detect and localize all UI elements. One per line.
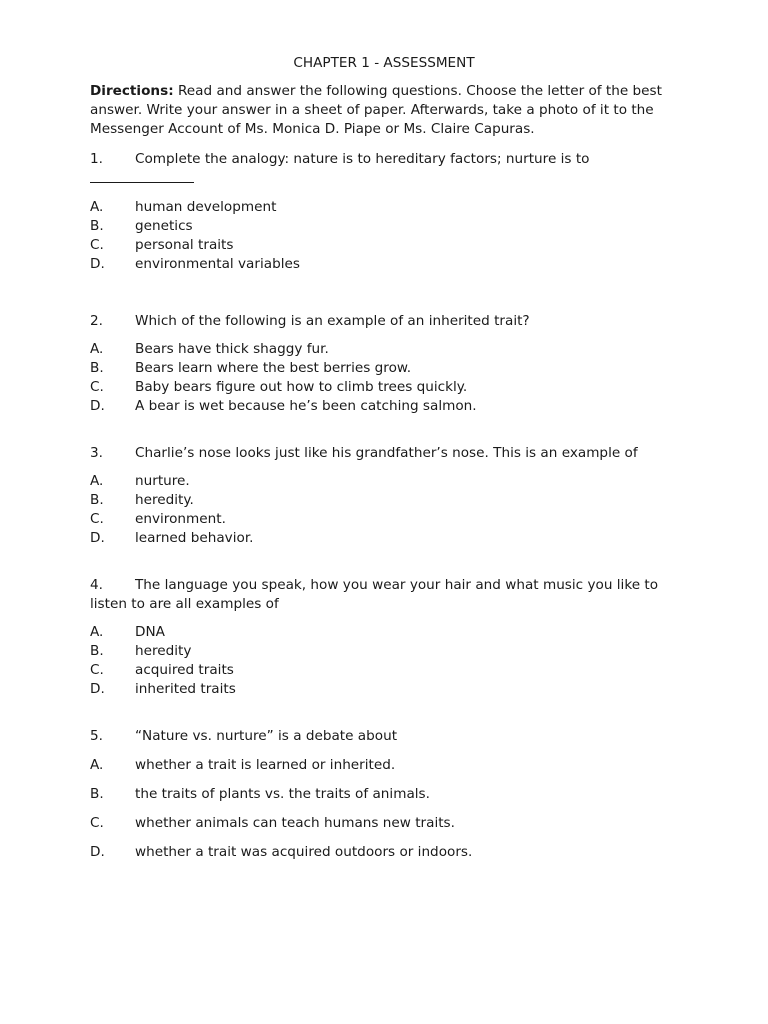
option: D. environmental variables bbox=[90, 256, 300, 272]
question-5 bbox=[90, 727, 690, 746]
question-text: The language you speak, how you wear your hair and what music you like to listen to are all examples of bbox=[90, 577, 659, 612]
option: D. whether a trait was acquired outdoors or indoors. bbox=[90, 844, 473, 860]
answer-blank bbox=[90, 169, 194, 183]
question-number: 1. bbox=[90, 151, 103, 167]
option: B. Bears learn where the best berries grow. bbox=[90, 360, 412, 376]
option: B. heredity bbox=[90, 643, 192, 659]
options-4 bbox=[90, 623, 690, 699]
option: D. learned behavior. bbox=[90, 530, 254, 546]
option: B. heredity. bbox=[90, 492, 194, 508]
directions bbox=[90, 82, 690, 139]
directions-text: Read and answer the following questions. Choose the letter of the best answer. Write your answer in a sheet of paper. Afterwards, take a photo of it to the Messenger Account of Ms. Monica D. Piape or Ms. Claire Capuras. bbox=[90, 83, 662, 137]
option: B. genetics bbox=[90, 218, 193, 234]
question-text: “Nature vs. nurture” is a debate about bbox=[135, 728, 398, 744]
question-3 bbox=[90, 444, 690, 463]
options-5 bbox=[90, 756, 690, 872]
option: C. environment. bbox=[90, 511, 226, 527]
option: A. Bears have thick shaggy fur. bbox=[90, 341, 329, 357]
option: C. whether animals can teach humans new traits. bbox=[90, 815, 455, 831]
question-4 bbox=[90, 576, 690, 614]
options-2 bbox=[90, 340, 690, 416]
option: C. personal traits bbox=[90, 237, 234, 253]
question-text: Which of the following is an example of an inherited trait? bbox=[135, 313, 530, 329]
question-text: Complete the analogy: nature is to hereditary factors; nurture is to bbox=[135, 151, 590, 167]
directions-label: Directions: bbox=[90, 83, 174, 99]
option: C. Baby bears figure out how to climb trees quickly. bbox=[90, 379, 468, 395]
question-number: 3. bbox=[90, 445, 103, 461]
option: B. the traits of plants vs. the traits of animals. bbox=[90, 786, 430, 802]
option: A. whether a trait is learned or inherited. bbox=[90, 757, 396, 773]
question-2 bbox=[90, 312, 690, 331]
option: A. nurture. bbox=[90, 473, 190, 489]
question-number: 2. bbox=[90, 313, 103, 329]
option: A. human development bbox=[90, 199, 277, 215]
options-3 bbox=[90, 472, 690, 548]
option: A. DNA bbox=[90, 624, 165, 640]
options-1 bbox=[90, 198, 690, 274]
option: D. A bear is wet because he’s been catching salmon. bbox=[90, 398, 477, 414]
question-1 bbox=[90, 150, 690, 183]
question-number: 4. bbox=[90, 577, 103, 593]
option: D. inherited traits bbox=[90, 681, 236, 697]
question-number: 5. bbox=[90, 728, 103, 744]
option: C. acquired traits bbox=[90, 662, 234, 678]
question-text: Charlie’s nose looks just like his grandfather’s nose. This is an example of bbox=[135, 445, 638, 461]
page-title: CHAPTER 1 - ASSESSMENT bbox=[293, 55, 475, 71]
